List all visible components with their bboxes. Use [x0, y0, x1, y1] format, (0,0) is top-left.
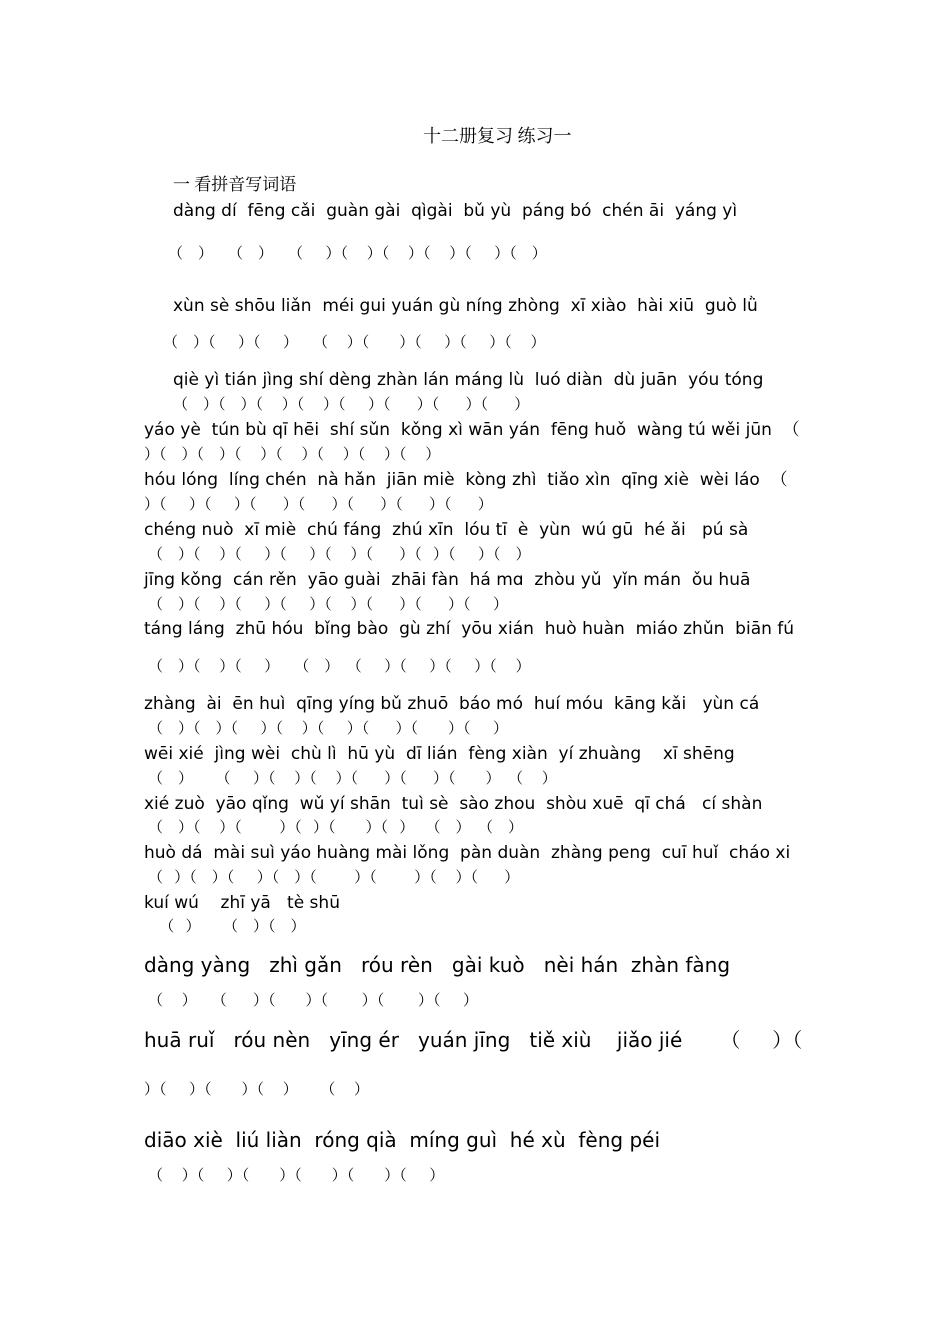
answer-brackets: （ ） （ ）（ ）	[148, 919, 306, 935]
pinyin-line: táng láng zhū hóu bǐng bào gù zhí yōu xián huò huàn miáo zhǔn biān fú	[144, 619, 795, 639]
answer-brackets: （ ）（ ）（ ）（ ）（ ）（ ）（ ）（ ）	[148, 721, 509, 737]
section-heading: 一 看拼音写词语	[173, 175, 297, 194]
pinyin-line: dàng dí fēng cǎi guàn gài qìgài bǔ yù páng bó chén āi yáng yì	[173, 201, 738, 221]
pinyin-line: kuí wú zhī yā tè shū	[144, 893, 340, 913]
answer-brackets: （ ） （ ） （ ）（ ）（ ）（ ）（ ）（ ）	[168, 246, 547, 262]
pinyin-line: chéng nuò xī miè chú fáng zhú xīn lóu tī è yùn wú gū hé ǎi pú sà	[144, 520, 749, 540]
page-title: 十二册复习 练习一	[423, 126, 572, 146]
answer-brackets: （ ）（ ）（ ）（ ）（ ）（ ）	[148, 1168, 445, 1184]
answer-brackets: ）（ ）（ ）（ ） （ ）	[144, 1082, 370, 1098]
answer-brackets: （ ）（ ）（ ） （ ） （ ）（ ）（ ）（ ）	[148, 659, 531, 675]
pinyin-line: jīng kǒng cán rěn yāo guài zhāi fàn há mɑ zhòu yǔ yǐn mán ǒu huā	[144, 570, 751, 590]
pinyin-line: xùn sè shōu liǎn méi gui yuán gù níng zhòng xī xiào hài xiū guò lǜ	[173, 296, 758, 316]
answer-brackets: （ ）（ ）（ ） （ ）（ ）（ ）（ ）（ ）	[163, 335, 546, 351]
answer-brackets: （ ）（ ）（ ）（ ）（ ）（ ）（ ）（ ）	[173, 397, 530, 413]
answer-brackets: （ ）（ ）（ ）（ ）（ ）（ ）（ ）（ ）（ ）	[148, 547, 531, 563]
answer-brackets: （ ）（ ）（ ）（ ）（ ）（ ） （ ） （ ）	[148, 820, 524, 836]
pinyin-line: yáo yè tún bù qī hēi shí sǔn kǒng xì wān yán fēng huǒ wàng tú wěi jūn （	[144, 420, 800, 440]
pinyin-line: qiè yì tián jìng shí dèng zhàn lán máng lù luó diàn dù juān yóu tóng	[173, 370, 764, 390]
pinyin-line: wēi xié jìng wèi chù lì hū yù dī lián fèng xiàn yí zhuàng xī shēng	[144, 744, 735, 764]
pinyin-line: xié zuò yāo qǐng wǔ yí shān tuì sè sào zhou shòu xuē qī chá cí shàn	[144, 794, 763, 814]
answer-brackets: （ ）（ ）（ ）（ ）（ ）（ ）（ ）（ ）	[148, 870, 520, 886]
pinyin-line: huò dá mài suì yáo huàng mài lǒng pàn duàn zhàng peng cuī huǐ cháo xi	[144, 843, 791, 863]
answer-brackets: （ ） （ ）（ ）（ ）（ ）（ ）	[148, 993, 479, 1009]
pinyin-line: huā ruǐ róu nèn yīng ér yuán jīng tiě xiù jiǎo jié （ ）（	[144, 1028, 803, 1052]
pinyin-line: zhàng ài ēn huì qīng yíng bǔ zhuō báo mó huí móu kāng kǎi yùn cá	[144, 694, 760, 714]
answer-brackets: （ ）（ ）（ ）（ ）（ ）（ ）（ ）（ ）	[148, 597, 509, 613]
pinyin-line: dàng yàng zhì gǎn róu rèn gài kuò nèi hán zhàn fàng	[144, 953, 731, 977]
answer-brackets: ）（ ）（ ）（ ）（ ）（ ）（ ）（ ）	[144, 497, 493, 513]
pinyin-line: hóu lóng líng chén nà hǎn jiān miè kòng zhì tiǎo xìn qīng xiè wèi láo （	[144, 470, 788, 490]
pinyin-line: diāo xiè liú liàn róng qià míng guì hé xù fèng péi	[144, 1128, 660, 1152]
answer-brackets: （ ） （ ）（ ）（ ）（ ）（ ）（ ） （ ）	[148, 771, 557, 787]
answer-brackets: ）（ ）（ ）（ ）（ ）（ ）（ ）（ ）	[144, 447, 441, 463]
